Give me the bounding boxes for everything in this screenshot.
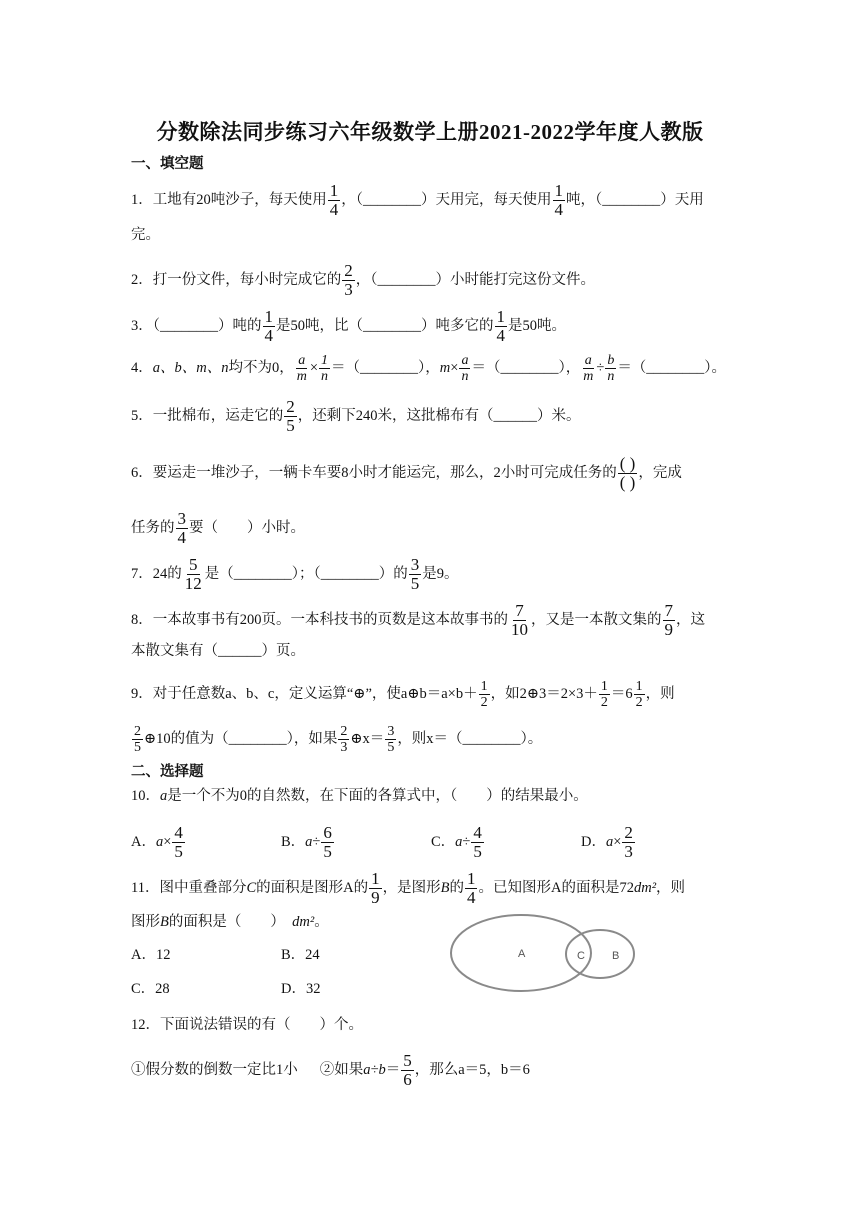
fraction: $\frac{3}{5}$ xyxy=(410,555,420,593)
question-12: 12．下面说法错误的有（ ）个。 xyxy=(131,1017,363,1033)
fraction: $\frac{4}{5}$ xyxy=(473,823,482,861)
fraction: $\frac{1}{2}$ xyxy=(480,679,488,710)
fraction: $\frac{1}{9}$ xyxy=(371,869,380,907)
fraction-blank: $\frac{( )}{( )}$ xyxy=(619,454,636,492)
q10-option-d[interactable]: D．a× $\frac{2}{3}$ xyxy=(581,823,633,861)
question-8-cont: 本散文集有（______）页。 xyxy=(131,643,305,659)
q11-option-a[interactable]: A．12 xyxy=(131,947,171,963)
question-6-cont: 任务的 $\frac{3}{4}$ 要（ ）小时。 xyxy=(131,509,305,547)
question-12-statements: ①假分数的倒数一定比1小 ②如果a÷b＝ $\frac{5}{6}$ ，那么a＝5，b＝6 xyxy=(131,1051,530,1089)
question-6: 6．要运走一堆沙子，一辆卡车要8小时才能运完，那么，2小时可完成任务的 $\frac{( )}{( )}$ ，完成 xyxy=(131,454,682,492)
fraction: $\frac{1}{4}$ xyxy=(329,181,339,219)
question-1: 1．工地有20吨沙子，每天使用 $\frac{1}{4}$ ，（________）天用完，每天使用 $\frac{1}{4}$ 吨，（________）天用 xyxy=(131,181,704,219)
question-3: 3．（________）吨的 $\frac{1}{4}$ 是50吨，比（________）吨多它的 $\frac{1}{4}$ 是50吨。 xyxy=(131,307,566,345)
question-9: 9．对于任意数a、b、c，定义运算“⊕”，使a⊕b＝a×b＋ $\frac{1}{2}$ ，如2⊕3＝2×3＋ $\frac{1}{2}$ ＝6 $\frac{1}{2}$ ，则 xyxy=(131,679,675,710)
label-a: A xyxy=(518,948,526,960)
fraction: $\frac{1}{2}$ xyxy=(600,679,608,710)
fraction: $\frac{3}{4}$ xyxy=(177,509,186,547)
question-1-cont: 完。 xyxy=(131,227,160,243)
fraction: $\frac{1}{4}$ xyxy=(554,181,563,219)
fraction: $\frac{b}{n}$ xyxy=(607,353,615,384)
fraction: $\frac{7}{9}$ xyxy=(664,601,673,639)
fraction: $\frac{5}{12}$ xyxy=(184,555,202,593)
fraction: $\frac{2}{3}$ xyxy=(624,823,633,861)
fraction: $\frac{a}{m}$ xyxy=(583,353,594,384)
fraction: $\frac{a}{n}$ xyxy=(461,353,469,384)
venn-diagram xyxy=(448,912,648,996)
fraction: $\frac{1}{4}$ xyxy=(466,869,476,907)
fraction: $\frac{6}{5}$ xyxy=(323,823,332,861)
fraction: $\frac{1}{4}$ xyxy=(264,307,273,345)
question-10: 10．a是一个不为0的自然数，在下面的各算式中，（ ）的结果最小。 xyxy=(131,788,588,804)
fraction: $\frac{a}{m}$ xyxy=(296,353,307,384)
label-c: C xyxy=(577,950,585,962)
fraction: $\frac{3}{5}$ xyxy=(387,724,395,755)
q10-option-a[interactable]: A．a× $\frac{4}{5}$ xyxy=(131,823,183,861)
fraction: $\frac{4}{5}$ xyxy=(174,823,183,861)
fraction: $\frac{1}{n}$ xyxy=(321,353,329,384)
question-9-cont: $\frac{2}{5}$ ⊕10的值为（________），如果 $\frac{2}{3}$ ⊕x＝ $\frac{3}{5}$ ，则x＝（________）。 xyxy=(134,724,543,755)
page-title: 分数除法同步练习六年级数学上册2021-2022学年度人教版 xyxy=(156,120,704,144)
section-fill-heading: 一、填空题 xyxy=(131,156,204,172)
fraction: $\frac{1}{4}$ xyxy=(496,307,505,345)
question-4: 4．a、b、m、n均不为0， $\frac{a}{m}$ × $\frac{1}{n}$ ＝（________），m× $\frac{a}{n}$ ＝（________）， $\frac{a}{m}$ ÷ $\frac{b}{n}$ ＝（________）。 xyxy=(131,353,727,384)
fraction: $\frac{2}{5}$ xyxy=(134,724,141,755)
fraction: $\frac{7}{10}$ xyxy=(511,601,528,639)
label-b: B xyxy=(612,950,620,962)
fraction: $\frac{1}{2}$ xyxy=(635,679,643,710)
fraction: $\frac{2}{5}$ xyxy=(286,397,295,435)
question-5: 5．一批棉布，运走它的 $\frac{2}{5}$ ，还剩下240米，这批棉布有（______）米。 xyxy=(131,397,581,435)
q10-option-c[interactable]: C．a÷ $\frac{4}{5}$ xyxy=(431,823,482,861)
q10-option-b[interactable]: B．a÷ $\frac{6}{5}$ xyxy=(281,823,332,861)
question-7: 7．24的 $\frac{5}{12}$ 是（________）；（________）的 $\frac{3}{5}$ 是9。 xyxy=(131,555,459,593)
fraction: $\frac{2}{3}$ xyxy=(340,724,348,755)
question-2: 2．打一份文件，每小时完成它的 $\frac{2}{3}$ ，（________）小时能打完这份文件。 xyxy=(131,261,595,299)
question-11-cont: 图形B的面积是（ ） dm²。 xyxy=(131,914,329,930)
q11-option-c[interactable]: C．28 xyxy=(131,981,170,997)
question-8: 8．一本故事书有200页。一本科技书的页数是这本故事书的 $\frac{7}{10}$ ，又是一本散文集的 $\frac{7}{9}$ ，这 xyxy=(131,601,705,639)
fraction: $\frac{2}{3}$ xyxy=(344,261,353,299)
fraction: $\frac{5}{6}$ xyxy=(403,1051,412,1089)
q11-option-b[interactable]: B．24 xyxy=(281,947,320,963)
section-choice-heading: 二、选择题 xyxy=(131,764,204,780)
q11-option-d[interactable]: D．32 xyxy=(281,981,321,997)
question-11: 11．图中重叠部分C的面积是图形A的 $\frac{1}{9}$ ，是图形B的 $\frac{1}{4}$ 。已知图形A的面积是72dm²，则 xyxy=(131,869,686,907)
